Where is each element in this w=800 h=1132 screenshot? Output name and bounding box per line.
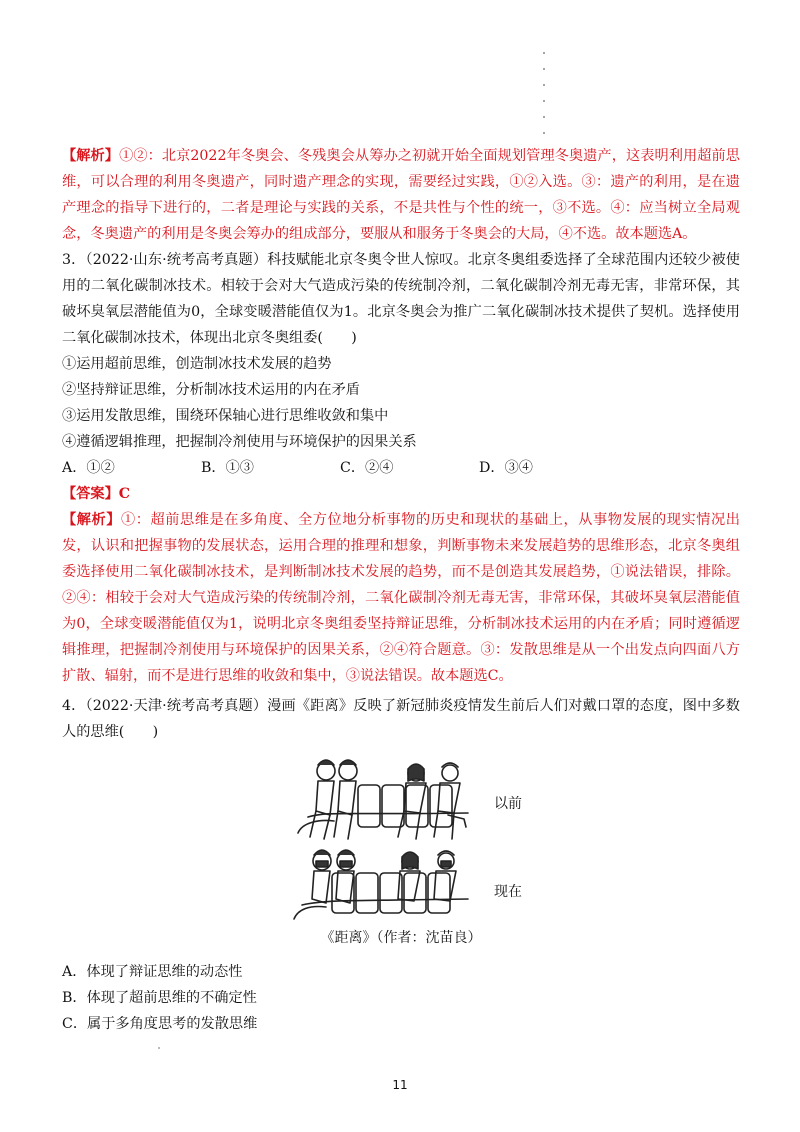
q4-option-b: B．体现了超前思维的不确定性 <box>62 990 257 1006</box>
analysis-tag: 【解析】 <box>62 148 120 164</box>
cartoon-drawing <box>288 753 478 921</box>
q3-option-c: C．②④ <box>340 460 394 476</box>
answer-tag: 【答案】 <box>62 486 119 502</box>
q3-option-d: D．③④ <box>479 460 533 476</box>
analysis-previous <box>62 143 740 247</box>
label-before: 以前 <box>494 796 522 812</box>
analysis-text: ①②：北京2022年冬奥会、冬残奥会从筹办之初就开始全面规划管理冬奥遗产，这表明利用超前思维，可以合理的利用冬奥遗产，同时遗产理念的实现，需要经过实践，①②入选。③：遗产的利用，是在遗产理念的指导下进行的，二者是理论与实践的关系，不是共性与个性的统一，③不选。④：应当树立全局观念，冬奥遗产的利用是冬奥会筹办的组成部分，要服从和服务于冬奥会的大局，④不选。故本题选A。 <box>62 148 740 242</box>
question-3-stem: 3．（2022·山东·统考高考真题）科技赋能北京冬奥令世人惊叹。北京冬奥组委选择了全球范围内还较少被使用的二氧化碳制冰技术。相较于会对大气造成污染的传统制冷剂，二氧化碳制冷剂无毒无害，非常环保，其破坏臭氧层潜能值为0，全球变暖潜能值仅为1。北京冬奥会为推广二氧化碳制冰技术提供了契机。选择使用二氧化碳制冰技术，体现出北京冬奥组委( ) <box>62 252 740 346</box>
analysis-text: ①：超前思维是在多角度、全方位地分析事物的历史和现状的基础上，从事物发展的现实情况出发，认识和把握事物的发展状态，运用合理的推理和想象，判断事物未来发展趋势的思维形态，北京冬奥组委选择使用二氧化碳制冰技术，是判断制冰技术发展的趋势，而不是创造其发展趋势，①说法错误，排除。②④：相较于会对大气造成污染的传统制冷剂，二氧化碳制冷剂无毒无害，非常环保，其破坏臭氧层潜能值为0，全球变暖潜能值仅为1，说明北京冬奥组委坚持辩证思维，分析制冰技术运用的内在矛盾；同时遵循逻辑推理，把握制冷剂使用与环境保护的因果关系，②④符合题意。③：发散思维是从一个出发点向四面八方扩散、辐射，而不是进行思维的收敛和集中，③说法错误。故本题选C。 <box>62 512 740 684</box>
figure-caption: 《距离》（作者：沈苗良） <box>320 930 482 946</box>
q3-item-1: ①运用超前思维，创造制冰技术发展的趋势 <box>62 356 332 372</box>
q4-option-a: A．体现了辩证思维的动态性 <box>62 964 243 980</box>
q3-option-a: A．①② <box>62 460 115 476</box>
question-4-stem: 4．（2022·天津·统考高考真题）漫画《距离》反映了新冠肺炎疫情发生前后人们对戴口罩的态度，图中多数人的思维( ) <box>62 698 740 740</box>
cartoon-figure <box>62 753 740 953</box>
page-number: 11 <box>392 1078 408 1092</box>
q3-item-2: ②坚持辩证思维，分析制冰技术运用的内在矛盾 <box>62 382 360 398</box>
answer-value: C <box>118 486 131 502</box>
q3-options <box>62 455 740 481</box>
q3-item-3: ③运用发散思维，围绕环保轴心进行思维收敛和集中 <box>62 408 389 424</box>
q3-analysis <box>62 507 740 689</box>
q3-item-4: ④遵循逻辑推理，把握制冷剂使用与环境保护的因果关系 <box>62 434 417 450</box>
q4-option-c: C．属于多角度思考的发散思维 <box>62 1016 258 1032</box>
stray-dot <box>158 1047 160 1049</box>
q3-answer <box>62 481 740 507</box>
analysis-tag: 【解析】 <box>62 512 122 528</box>
top-dots <box>542 52 548 148</box>
page-content <box>62 143 740 1037</box>
label-after: 现在 <box>494 884 522 900</box>
q3-option-b: B．①③ <box>201 460 254 476</box>
